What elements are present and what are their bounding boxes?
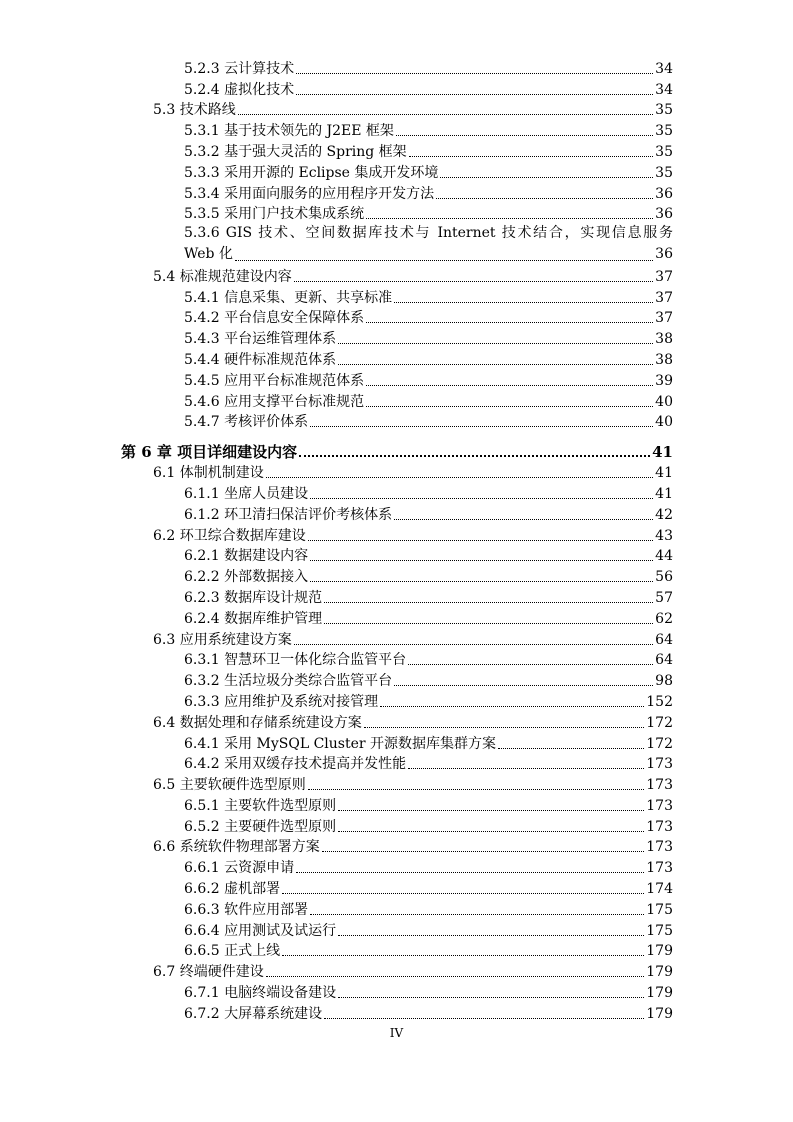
dot-leader (299, 455, 650, 457)
toc-entry-label: 5.4.1 信息采集、更新、共享标准 (184, 289, 393, 306)
dot-leader (296, 94, 653, 95)
dot-leader (408, 664, 653, 665)
toc-entry[interactable] (184, 182, 673, 203)
dot-leader (310, 498, 653, 499)
toc-entry-label: 6.4.1 采用 MySQL Cluster 开源数据库集群方案 (184, 735, 497, 752)
toc-entry-label: 6.4 数据处理和存储系统建设方案 (153, 714, 362, 731)
dot-leader (338, 343, 653, 344)
toc-entry-page: 175 (646, 901, 673, 918)
dot-leader (324, 623, 653, 624)
dot-leader (394, 302, 653, 303)
dot-leader (296, 872, 644, 873)
toc-entry-label: 5.4.7 考核评价体系 (184, 414, 309, 431)
dot-leader (338, 997, 644, 998)
toc-entry-label: 6.2.2 外部数据接入 (184, 569, 309, 586)
toc-entry-page: 56 (655, 569, 673, 586)
toc-entry-label: 5.4.6 应用支撑平台标准规范 (184, 393, 365, 410)
toc-entry-page: 98 (655, 673, 673, 690)
toc-entry[interactable] (184, 753, 673, 774)
table-of-contents (0, 57, 793, 1023)
toc-entry-page: 175 (646, 922, 673, 939)
toc-entry-label: 5.3.2 基于强大灵活的 Spring 框架 (184, 143, 407, 160)
toc-entry[interactable] (184, 327, 673, 348)
dot-leader (310, 560, 653, 561)
toc-entry-page: 43 (655, 527, 673, 544)
toc-entry-label: 6.7.1 电脑终端设备建设 (184, 985, 337, 1002)
toc-entry-label: 6.7.2 大屏幕系统建设 (184, 1005, 323, 1022)
toc-entry-label: 6.6.1 云资源申请 (184, 860, 295, 877)
toc-entry[interactable] (184, 1002, 673, 1023)
toc-entry[interactable] (153, 99, 673, 120)
dot-leader (310, 914, 644, 915)
toc-entry-page: 173 (646, 818, 673, 835)
toc-entry-label: 6.6.5 正式上线 (184, 943, 281, 960)
toc-entry-label: 6.2 环卫综合数据库建设 (153, 527, 306, 544)
dot-leader (380, 706, 644, 707)
toc-entry[interactable] (184, 390, 673, 411)
dot-leader (338, 935, 644, 936)
toc-entry[interactable] (184, 482, 673, 503)
toc-entry-page: 37 (655, 310, 673, 327)
toc-entry[interactable] (184, 140, 673, 161)
toc-entry[interactable] (153, 773, 673, 794)
dot-leader (308, 789, 645, 790)
toc-entry-label: 5.3.4 采用面向服务的应用程序开发方法 (184, 185, 435, 202)
toc-entry-page: 173 (646, 860, 673, 877)
toc-entry-label: 5.2.3 云计算技术 (184, 60, 295, 77)
dot-leader (409, 156, 653, 157)
toc-entry-label: 6.6.4 应用测试及试运行 (184, 922, 337, 939)
toc-entry[interactable] (184, 57, 673, 78)
toc-entry[interactable] (184, 981, 673, 1002)
toc-entry[interactable] (184, 369, 673, 390)
toc-entry[interactable] (153, 265, 673, 286)
toc-entry-label: 6.1 体制机制建设 (153, 465, 264, 482)
toc-entry-page: 41 (655, 465, 673, 482)
toc-entry-page: 62 (655, 610, 673, 627)
toc-entry-page: 64 (655, 652, 673, 669)
toc-entry-label: 5.4 标准规范建设内容 (153, 268, 292, 285)
toc-entry-page: 179 (646, 964, 673, 981)
dot-leader (338, 831, 644, 832)
toc-entry-label: 5.3.5 采用门户技术集成系统 (184, 206, 365, 223)
toc-entry-page: 179 (646, 943, 673, 960)
toc-entry-label-continued: Web 化 (184, 246, 233, 263)
dot-leader (394, 519, 653, 520)
dot-leader (324, 1018, 644, 1019)
toc-entry-label: 6.6.2 虚机部署 (184, 881, 281, 898)
toc-entry[interactable] (184, 877, 673, 898)
toc-entry-label: 6.2.3 数据库设计规范 (184, 589, 323, 606)
toc-entry-page: 179 (646, 985, 673, 1002)
dot-leader (366, 322, 653, 323)
toc-entry-label: 5.4.5 应用平台标准规范体系 (184, 372, 365, 389)
toc-entry-label: 6.1.1 坐席人员建设 (184, 485, 309, 502)
toc-entry[interactable] (153, 711, 673, 732)
dot-leader (310, 581, 653, 582)
dot-leader (322, 851, 645, 852)
toc-entry-label: 6.2.1 数据建设内容 (184, 548, 309, 565)
toc-entry-label: 6.3.3 应用维护及系统对接管理 (184, 693, 379, 710)
toc-entry-page: 40 (655, 393, 673, 410)
dot-leader (235, 260, 653, 261)
dot-leader (394, 685, 653, 686)
toc-entry[interactable] (184, 286, 673, 307)
dot-leader (310, 426, 653, 427)
toc-entry-label: 6.4.2 采用双缓存技术提高并发性能 (184, 756, 407, 773)
toc-entry[interactable] (184, 815, 673, 836)
dot-leader (266, 976, 645, 977)
toc-entry-page: 173 (646, 777, 673, 794)
dot-leader (408, 768, 644, 769)
toc-entry-label: 6.5.1 主要软件选型原则 (184, 797, 337, 814)
toc-entry-label: 6.5 主要软硬件选型原则 (153, 777, 306, 794)
toc-entry-page: 35 (655, 143, 673, 160)
toc-entry-label: 6.3 应用系统建设方案 (153, 631, 292, 648)
toc-entry[interactable] (184, 856, 673, 877)
toc-entry-page: 173 (646, 839, 673, 856)
toc-entry[interactable] (153, 836, 673, 857)
toc-entry[interactable] (153, 960, 673, 981)
toc-entry[interactable] (184, 649, 673, 670)
toc-entry[interactable] (184, 607, 673, 628)
toc-entry-page: 152 (646, 693, 673, 710)
toc-entry-page: 174 (646, 881, 673, 898)
dot-leader (366, 406, 653, 407)
toc-entry-label: 5.4.2 平台信息安全保障体系 (184, 310, 365, 327)
dot-leader (308, 540, 653, 541)
toc-entry-page: 44 (655, 548, 673, 565)
page-number: IV (389, 1026, 404, 1040)
toc-entry-label: 5.2.4 虚拟化技术 (184, 81, 295, 98)
toc-entry-label: 6.6.3 软件应用部署 (184, 901, 309, 918)
dot-leader (282, 893, 644, 894)
toc-entry-label: 5.3.6 GIS 技术、空间数据库技术与 Internet 技术结合，实现信息服务 (184, 225, 673, 242)
dot-leader (296, 73, 653, 74)
toc-entry-label: 5.4.4 硬件标准规范体系 (184, 351, 337, 368)
toc-entry-label: 6.1.2 环卫清扫保洁评价考核体系 (184, 506, 393, 523)
toc-entry-label: 第 6 章 项目详细建设内容 (121, 443, 298, 462)
toc-entry-page: 35 (655, 102, 673, 119)
toc-entry[interactable] (184, 586, 673, 607)
toc-entry[interactable] (184, 690, 673, 711)
toc-entry-page: 173 (646, 756, 673, 773)
toc-entry-label: 5.4.3 平台运维管理体系 (184, 331, 337, 348)
dot-leader (338, 364, 653, 365)
toc-entry-page: 36 (655, 185, 673, 202)
toc-entry-page: 42 (655, 506, 673, 523)
toc-entry[interactable] (184, 545, 673, 566)
toc-entry[interactable] (184, 669, 673, 690)
toc-entry[interactable] (184, 348, 673, 369)
toc-entry-label: 6.2.4 数据库维护管理 (184, 610, 323, 627)
toc-chapter-entry[interactable] (121, 431, 673, 461)
toc-entry[interactable] (184, 119, 673, 140)
toc-entry-page: 40 (655, 414, 673, 431)
dot-leader (366, 218, 653, 219)
toc-entry-page: 36 (655, 206, 673, 223)
toc-entry[interactable] (184, 565, 673, 586)
toc-entry[interactable] (184, 78, 673, 99)
dot-leader (396, 135, 653, 136)
toc-entry-label: 6.3.1 智慧环卫一体化综合监管平台 (184, 652, 407, 669)
toc-entry-label: 6.7 终端硬件建设 (153, 964, 264, 981)
dot-leader (238, 114, 653, 115)
toc-entry-page: 173 (646, 797, 673, 814)
dot-leader (436, 198, 653, 199)
toc-entry-page: 172 (646, 714, 673, 731)
toc-entry[interactable] (184, 898, 673, 919)
toc-entry-page: 39 (655, 372, 673, 389)
toc-entry-label: 6.3.2 生活垃圾分类综合监管平台 (184, 673, 393, 690)
dot-leader (294, 281, 653, 282)
toc-entry[interactable] (184, 223, 673, 265)
toc-entry-page: 37 (655, 268, 673, 285)
toc-entry-page: 57 (655, 589, 673, 606)
toc-entry-page: 38 (655, 351, 673, 368)
toc-entry-page: 35 (655, 123, 673, 140)
toc-entry[interactable] (153, 628, 673, 649)
toc-entry-label: 6.6 系统软件物理部署方案 (153, 839, 320, 856)
dot-leader (282, 955, 644, 956)
dot-leader (294, 644, 653, 645)
toc-entry[interactable] (153, 461, 673, 482)
dot-leader (338, 810, 644, 811)
toc-entry-label: 6.5.2 主要硬件选型原则 (184, 818, 337, 835)
dot-leader (498, 748, 644, 749)
toc-entry-label: 5.3 技术路线 (153, 102, 236, 119)
toc-entry[interactable] (184, 794, 673, 815)
toc-entry-page: 41 (652, 443, 673, 462)
toc-entry-page: 36 (655, 246, 673, 263)
toc-entry-page: 179 (646, 1005, 673, 1022)
dot-leader (440, 177, 653, 178)
toc-entry[interactable] (184, 411, 673, 432)
toc-entry-label: 5.3.3 采用开源的 Eclipse 集成开发环境 (184, 164, 439, 181)
dot-leader (364, 727, 645, 728)
toc-entry-label: 5.3.1 基于技术领先的 J2EE 框架 (184, 123, 394, 140)
toc-entry-page: 41 (655, 485, 673, 502)
toc-entry-page: 37 (655, 289, 673, 306)
toc-entry-page: 64 (655, 631, 673, 648)
dot-leader (366, 385, 653, 386)
toc-entry-page: 38 (655, 331, 673, 348)
toc-entry-page: 34 (655, 60, 673, 77)
toc-entry[interactable] (184, 940, 673, 961)
toc-entry-page: 172 (646, 735, 673, 752)
toc-entry[interactable] (184, 919, 673, 940)
toc-entry[interactable] (153, 524, 673, 545)
toc-entry[interactable] (184, 203, 673, 224)
toc-entry[interactable] (184, 503, 673, 524)
toc-entry-page: 35 (655, 164, 673, 181)
dot-leader (324, 602, 653, 603)
toc-entry-page: 34 (655, 81, 673, 98)
toc-entry[interactable] (184, 732, 673, 753)
toc-entry[interactable] (184, 307, 673, 328)
dot-leader (266, 477, 653, 478)
toc-entry[interactable] (184, 161, 673, 182)
